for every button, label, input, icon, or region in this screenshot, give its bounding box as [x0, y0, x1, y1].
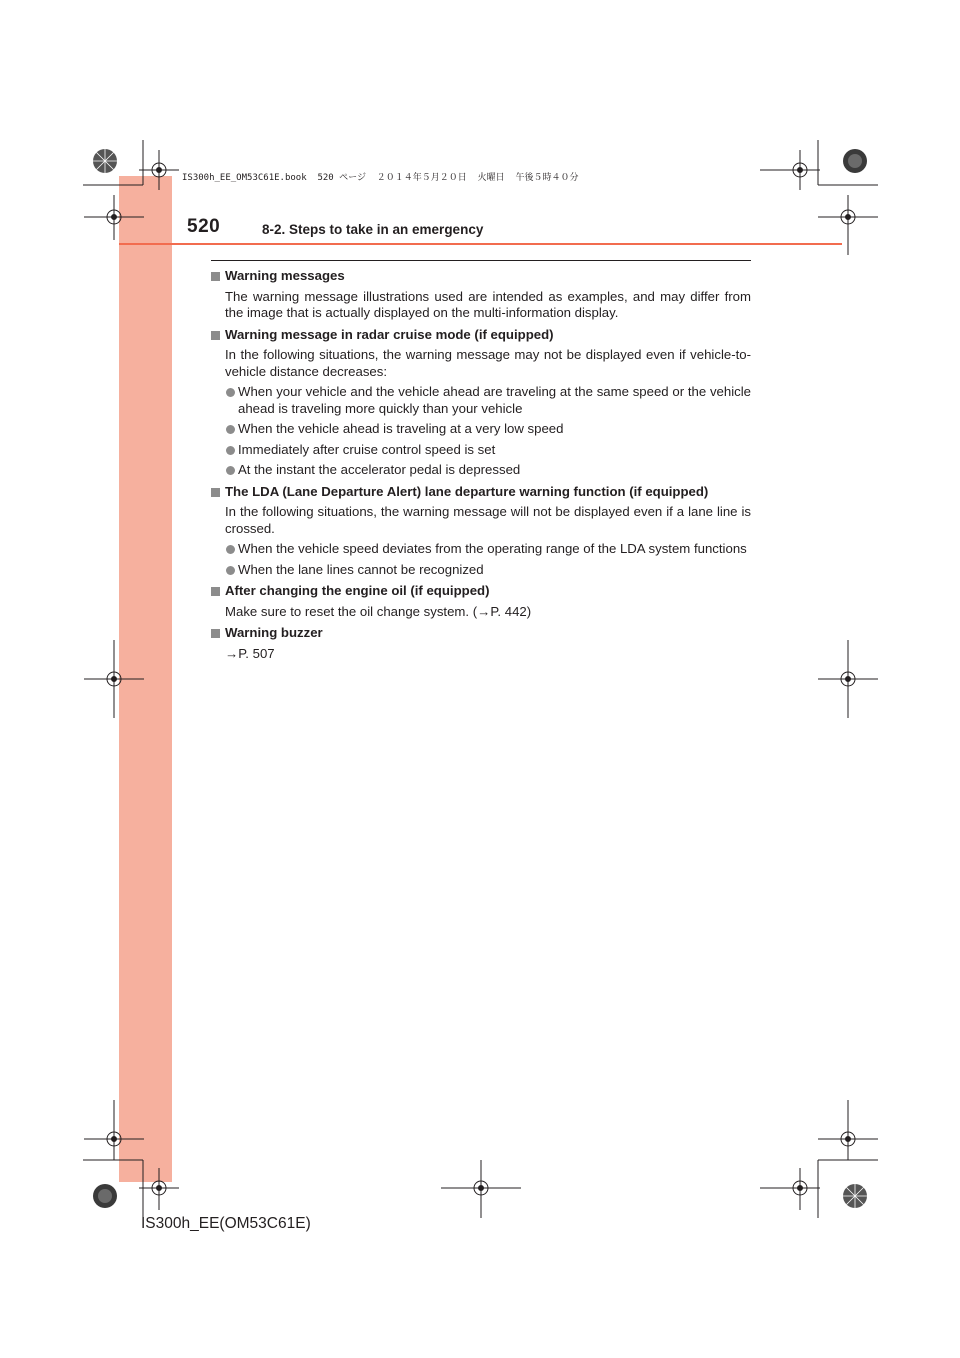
list-item-text: When the lane lines cannot be recognized — [238, 561, 484, 577]
list-item-text: When the vehicle speed deviates from the operating range of the LDA system functions — [238, 541, 747, 556]
section-paragraph: In the following situations, the warning message may not be displayed even if vehicle-to-vehicle distance decreases: — [225, 347, 751, 379]
heading-text: Warning buzzer — [225, 625, 323, 640]
section-title: 8-2. Steps to take in an emergency — [262, 222, 484, 237]
heading-text: Warning messages — [225, 268, 345, 283]
heading-text: The LDA (Lane Departure Alert) lane departure warning function (if equipped) — [225, 483, 709, 499]
section-paragraph: Make sure to reset the oil change system. (→P. 442) — [225, 603, 532, 619]
color-target-icon — [93, 149, 867, 1208]
list-item-text: When the vehicle ahead is traveling at a very low speed — [238, 421, 564, 436]
page-number: 520 — [187, 216, 221, 237]
section-paragraph: →P. 507 — [225, 645, 275, 661]
print-info: IS300h_EE_OM53C61E.book 520 ページ ２０１４年５月２０日 火曜日 午後５時４０分 — [182, 173, 579, 183]
heading-text: After changing the engine oil (if equipped) — [225, 583, 490, 598]
list-item-text: When your vehicle and the vehicle ahead are traveling at the same speed or the vehicle ahead is traveling more quickly than your vehicle — [238, 384, 751, 416]
list-item-text: At the instant the accelerator pedal is depressed — [238, 462, 521, 477]
section-paragraph: The warning message illustrations used are intended as examples, and may differ from the image that is actually displayed on the multi-information display. — [225, 288, 751, 320]
footer-model-code: IS300h_EE(OM53C61E) — [141, 1215, 311, 1232]
section-paragraph: In the following situations, the warning message will not be displayed even if a lane line is crossed. — [225, 504, 751, 536]
heading-text: Warning message in radar cruise mode (if equipped) — [225, 326, 554, 342]
list-item-text: Immediately after cruise control speed is set — [238, 441, 496, 457]
registration-mark-icon — [84, 150, 878, 1218]
